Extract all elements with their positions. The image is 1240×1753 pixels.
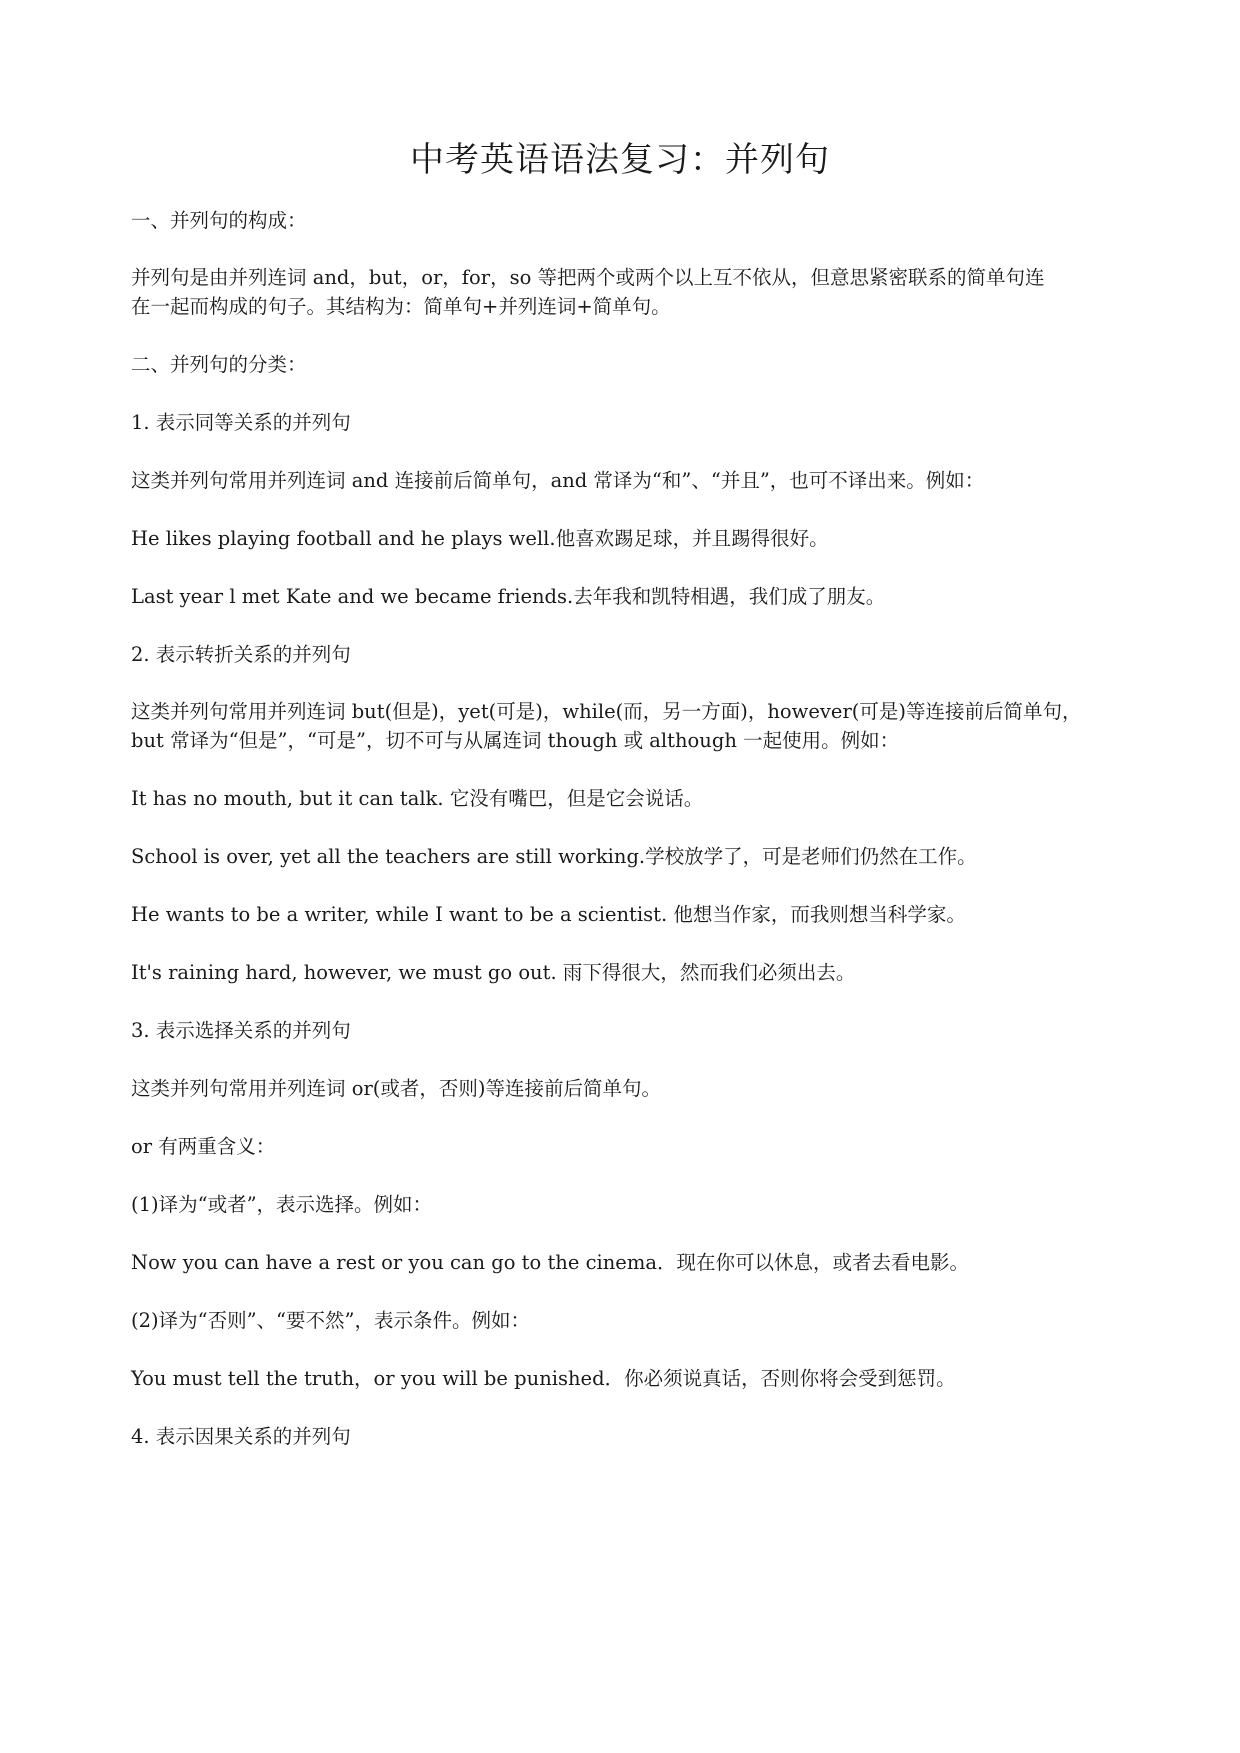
example-sentence: He wants to be a writer, while I want to be a scientist. 他想当作家，而我则想当科学家。: [131, 903, 966, 926]
subheading-causal: 4. 表示因果关系的并列句: [131, 1425, 351, 1448]
subheading-alternative: 3. 表示选择关系的并列句: [131, 1019, 351, 1042]
paragraph-line: (2)译为“否则”、“要不然”，表示条件。例如：: [131, 1309, 530, 1332]
example-sentence: You must tell the truth，or you will be punished．你必须说真话，否则你将会受到惩罚。: [131, 1367, 956, 1390]
page-title: 中考英语语法复习：并列句: [410, 140, 830, 180]
example-sentence: It's raining hard, however, we must go out. 雨下得很大，然而我们必须出去。: [131, 961, 856, 984]
example-sentence: School is over, yet all the teachers are still working.学校放学了，可是老师们仍然在工作。: [131, 845, 977, 868]
paragraph-line: 这类并列句常用并列连词 but(但是)，yet(可是)，while(而，另一方面)，however(可是)等连接前后简单句，: [131, 700, 1082, 723]
section-heading-composition: 一、并列句的构成：: [131, 209, 307, 232]
paragraph-line: 这类并列句常用并列连词 and 连接前后简单句，and 常译为“和”、“并且”，也可不译出来。例如：: [131, 469, 985, 492]
paragraph-line: (1)译为“或者”，表示选择。例如：: [131, 1193, 433, 1216]
subheading-coordinate: 1. 表示同等关系的并列句: [131, 411, 351, 434]
paragraph-line: 这类并列句常用并列连词 or(或者，否则)等连接前后简单句。: [131, 1077, 661, 1100]
section-heading-classification: 二、并列句的分类：: [131, 353, 307, 376]
paragraph-line: 在一起而构成的句子。其结构为：简单句+并列连词+简单句。: [131, 295, 671, 318]
paragraph-line: or 有两重含义：: [131, 1135, 276, 1158]
example-sentence: Now you can have a rest or you can go to the cinema．现在你可以休息，或者去看电影。: [131, 1251, 969, 1274]
example-sentence: He likes playing football and he plays well.他喜欢踢足球，并且踢得很好。: [131, 527, 829, 550]
paragraph-line: but 常译为“但是”，“可是”，切不可与从属连词 though 或 although 一起使用。例如：: [131, 729, 900, 752]
paragraph-line: 并列句是由并列连词 and，but，or，for，so 等把两个或两个以上互不依从，但意思紧密联系的简单句连: [131, 266, 1045, 289]
example-sentence: Last year l met Kate and we became friends.去年我和凯特相遇，我们成了朋友。: [131, 585, 886, 608]
example-sentence: It has no mouth, but it can talk. 它没有嘴巴，但是它会说话。: [131, 787, 704, 810]
subheading-adversative: 2. 表示转折关系的并列句: [131, 643, 351, 666]
